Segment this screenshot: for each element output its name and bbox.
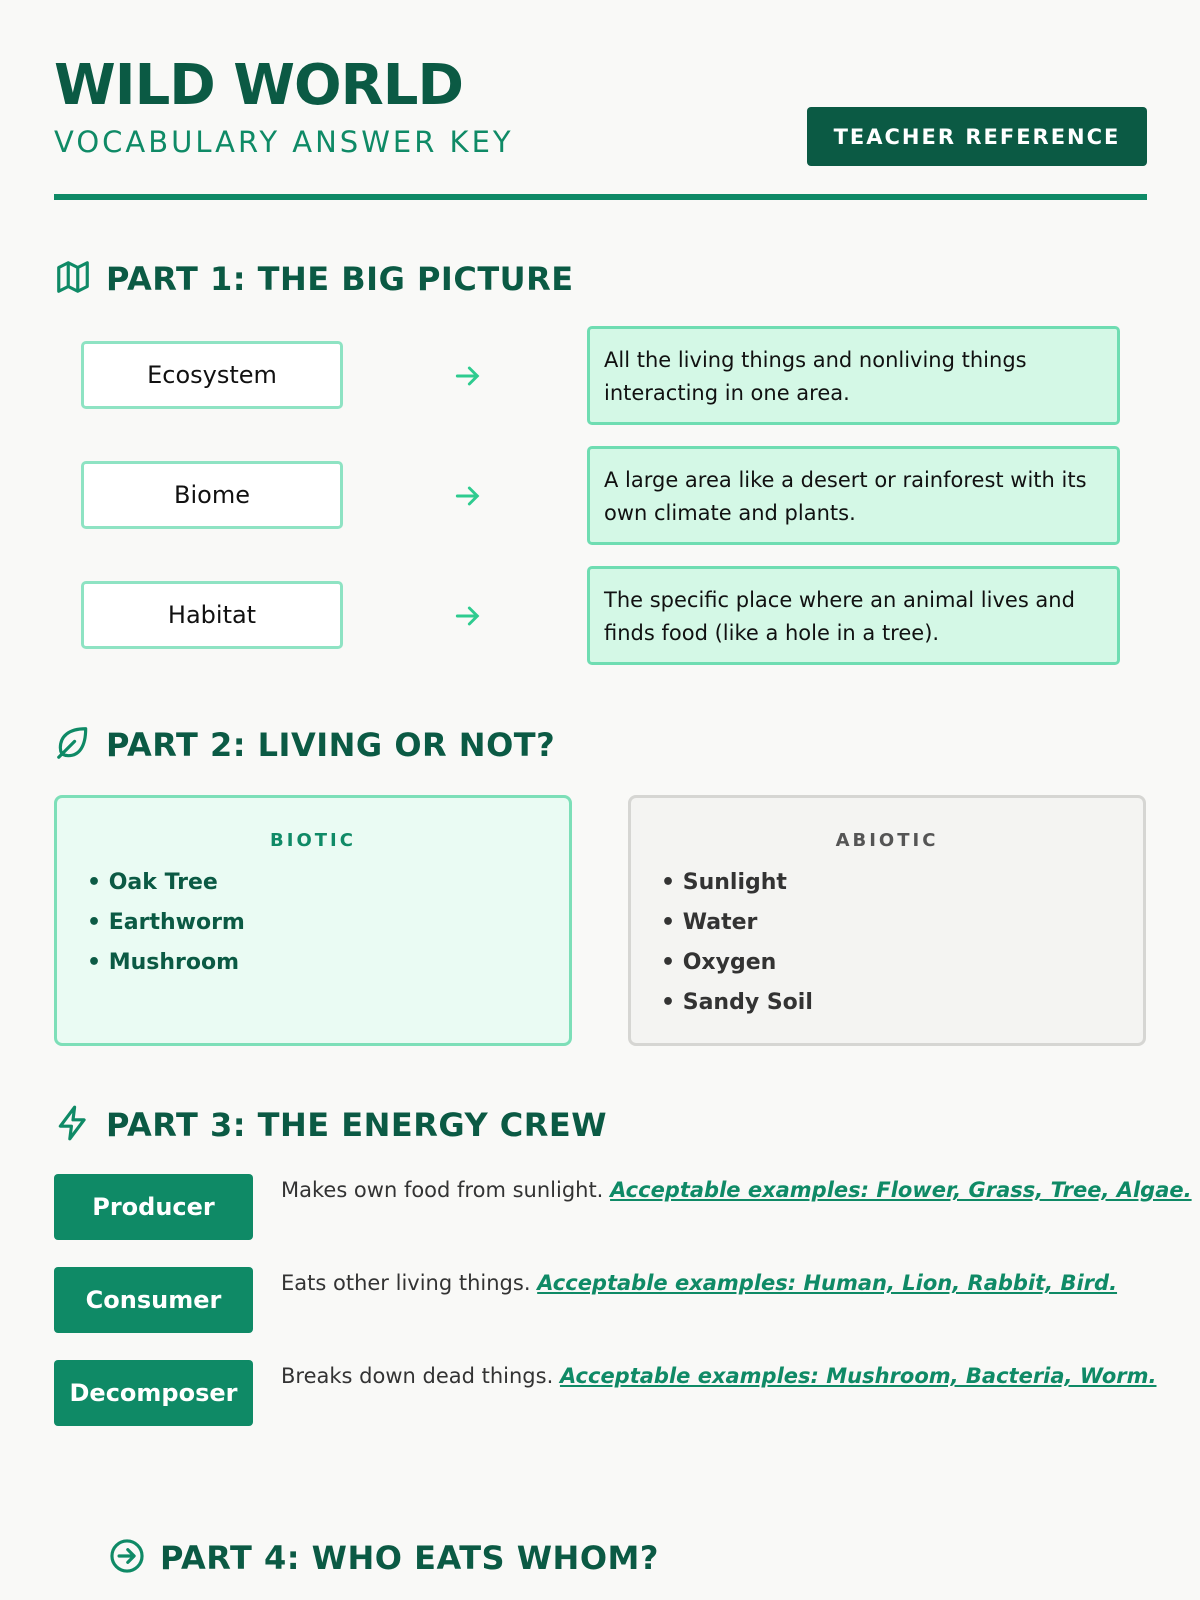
term-ecosystem: Ecosystem bbox=[81, 341, 343, 409]
producer-examples: Acceptable examples: Flower, Grass, Tree, Algae. bbox=[610, 1178, 1192, 1202]
part2-title: PART 2: LIVING OR NOT? bbox=[106, 726, 556, 764]
definition-ecosystem: All the living things and nonliving things interacting in one area. bbox=[587, 326, 1120, 425]
part3-title: PART 3: THE ENERGY CREW bbox=[106, 1106, 608, 1144]
teacher-reference-badge: TEACHER REFERENCE bbox=[807, 107, 1147, 166]
header-divider bbox=[54, 194, 1147, 200]
decomposer-label: Decomposer bbox=[54, 1360, 253, 1426]
biotic-list bbox=[87, 863, 245, 983]
role-description bbox=[281, 1364, 1161, 1388]
arrow-right-icon bbox=[452, 600, 484, 632]
abiotic-list bbox=[661, 863, 813, 1023]
map-icon bbox=[54, 258, 92, 300]
list-item: • Oak Tree bbox=[87, 863, 245, 903]
list-item: • Sandy Soil bbox=[661, 983, 813, 1023]
list-item: • Sunlight bbox=[661, 863, 813, 903]
leaf-icon bbox=[54, 724, 92, 766]
list-item: • Mushroom bbox=[87, 943, 245, 983]
part1-title: PART 1: THE BIG PICTURE bbox=[106, 260, 574, 298]
part2-heading bbox=[54, 724, 555, 766]
lightning-icon bbox=[54, 1104, 92, 1146]
list-item: • Water bbox=[661, 903, 813, 943]
role-row bbox=[54, 1174, 1192, 1244]
decomposer-description: Breaks down dead things. bbox=[281, 1364, 554, 1388]
role-description bbox=[281, 1178, 1192, 1202]
arrow-right-icon bbox=[452, 480, 484, 512]
term-row bbox=[54, 446, 1147, 546]
consumer-label: Consumer bbox=[54, 1267, 253, 1333]
arrow-circle-icon bbox=[108, 1537, 146, 1579]
definition-biome: A large area like a desert or rainforest with its own climate and plants. bbox=[587, 446, 1120, 545]
biotic-box bbox=[54, 795, 572, 1046]
term-biome: Biome bbox=[81, 461, 343, 529]
abiotic-box bbox=[628, 795, 1146, 1046]
part4-heading bbox=[108, 1537, 659, 1579]
arrow-right-icon bbox=[452, 360, 484, 392]
definition-habitat: The specific place where an animal lives and finds food (like a hole in a tree). bbox=[587, 566, 1120, 665]
biotic-label: BIOTIC bbox=[270, 830, 356, 851]
producer-label: Producer bbox=[54, 1174, 253, 1240]
role-description bbox=[281, 1271, 1161, 1295]
term-row bbox=[54, 326, 1147, 426]
abiotic-label: ABIOTIC bbox=[835, 830, 939, 851]
list-item: • Oxygen bbox=[661, 943, 813, 983]
consumer-description: Eats other living things. bbox=[281, 1271, 531, 1295]
page-title: WILD WORLD bbox=[54, 53, 463, 118]
list-item: • Earthworm bbox=[87, 903, 245, 943]
producer-description: Makes own food from sunlight. bbox=[281, 1178, 604, 1202]
term-row bbox=[54, 566, 1147, 666]
part4-title: PART 4: WHO EATS WHOM? bbox=[160, 1539, 659, 1577]
role-row bbox=[54, 1267, 1147, 1337]
part1-heading bbox=[54, 258, 574, 300]
term-habitat: Habitat bbox=[81, 581, 343, 649]
page-subtitle: VOCABULARY ANSWER KEY bbox=[54, 125, 514, 159]
part3-heading bbox=[54, 1104, 607, 1146]
role-row bbox=[54, 1360, 1157, 1430]
decomposer-examples: Acceptable examples: Mushroom, Bacteria, Worm. bbox=[559, 1364, 1157, 1388]
consumer-examples: Acceptable examples: Human, Lion, Rabbit, Bird. bbox=[537, 1271, 1118, 1295]
